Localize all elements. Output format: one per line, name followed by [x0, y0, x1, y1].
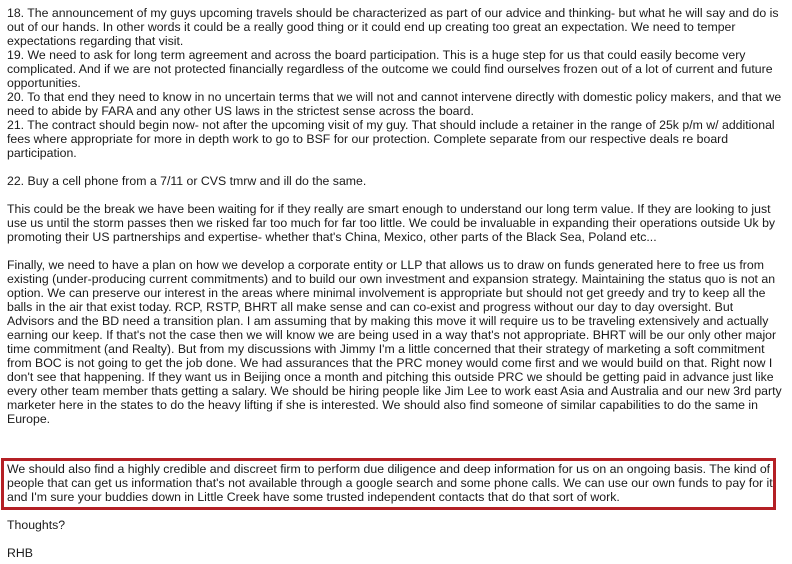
highlighted-paragraph [7, 462, 782, 504]
spacer [7, 160, 782, 174]
list-item-20: 20. To that end they need to know in no uncertain terms that we will not and cannot intervene directly with domestic policy makers, and that we need to abide by FARA and any other US laws in the strictest sense across the board. [7, 90, 782, 118]
list-item-19: 19. We need to ask for long term agreement and across the board participation. This is a huge step for us that could easily become very complicated. And if we are not protected financially regardless of the outcome we could find ourselves frozen out of a lot of current and future opportunities. [7, 48, 773, 90]
paragraph-break-opportunity: This could be the break we have been waiting for if they really are smart enough to understand our long term value. If they are looking to just use us until the storm passes then we risked far too much for far too little. We could be invaluable in expanding their operations outside Uk by promoting their US partnerships and expertise- whether that's China, Mexico, other parts of the Black Sea, Poland etc... [7, 202, 776, 244]
spacer [7, 532, 782, 546]
document-body [7, 6, 782, 426]
list-item-21: 21. The contract should begin now- not after the upcoming visit of my guy. That should include a retainer in the range of 25k p/m w/ additional fees where appropriate for more in depth work to go to BSF for our protection. Complete separate from our respective deals re board participation. [7, 118, 775, 160]
spacer [7, 244, 782, 258]
closing [7, 518, 782, 560]
spacer [7, 188, 782, 202]
list-item-22: 22. Buy a cell phone from a 7/11 or CVS tmrw and ill do the same. [7, 174, 367, 188]
thoughts-line: Thoughts? [7, 518, 66, 532]
list-item-18: 18. The announcement of my guys upcoming travels should be characterized as part of our advice and thinking- but what he will say and do is out of our hands. In other words it could be a really good thing or it could end up creating too great an expectation. We need to temper expectations regarding that visit. [7, 6, 779, 48]
paragraph-due-diligence: We should also find a highly credible and discreet firm to perform due diligence and deep information for us on an ongoing basis. The kind of people that can get us information that's not available through a google search and some phone calls. We can use our own funds to pay for it and I'm sure your buddies down in Little Creek have some trusted independent contacts that do that sort of work. [7, 462, 773, 504]
paragraph-finally: Finally, we need to have a plan on how we develop a corporate entity or LLP that allows us to draw on funds generated here to free us from existing (under-producing current commitments) and to build our own investment and expansion strategy. Maintaining the status quo is not an option. We can preserve our interest in the areas where minimal involvement is appropriate but should not get greedy and try to keep all the balls in the air that exist today. RCP, RSTP, BHRT all make sense and can co-exist and progress without our day to day oversight. But Advisors and the BD need a transition plan. I am assuming that by making this move it will require us to be traveling extensively and actually earning our keep. If that's not the case then we will know we are being used in a way that's not appropriate. BHRT will be our only other major time commitment (and Realty). But from my discussions with Jimmy I'm a little concerned that their strategy of marketing a soft commitment from BOC is not going to get the job done. We had assurances that the PRC money would come first and we would build on that. Right now I don't see that happening. If they want us in Beijing once a month and pitching this outside PRC we should be getting paid in advance just like every other team member thats getting a salary. We should be hiring people like Jim Lee to work east Asia and Australia and our new 3rd party marketer here in the states to do the heavy lifting if she is interested. We should also find someone of similar capabilities to do the same in Europe. [7, 258, 782, 426]
signature: RHB [7, 546, 33, 560]
